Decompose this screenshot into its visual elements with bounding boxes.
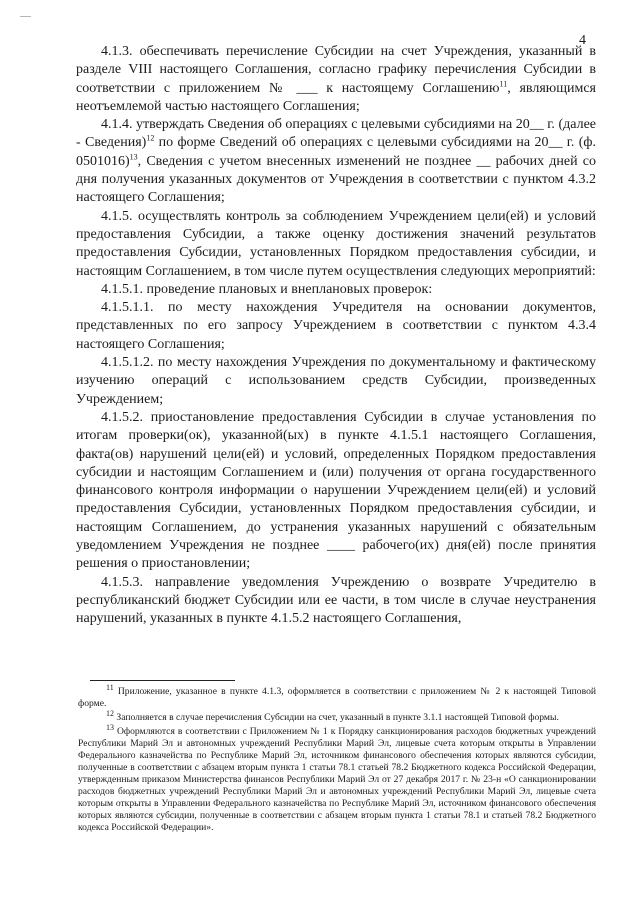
scan-mark: — [20,10,31,22]
paragraph-4-1-5-2: 4.1.5.2. приостановление предоставления Субсидии в случае установления по итогам проверки(ок), указанной(ых) в пункте 4.1.5.1 настоящего Соглашения, факта(ов) нарушений цели(ей) и условий, определенных Порядком предоставления субсидии и настоящим Соглашением и (или) получения от органа государственного финансового контроля информации о нарушении Учреждением цели(ей) и условий предоставления Субсидии, установленных Порядком предоставления субсидии, и настоящим Соглашением, до устранения указанных нарушений с обязательным уведомлением Учреждения не позднее ____ рабочего(их) дня(ей) после принятия решения о приостановлении; [76,409,596,572]
footnote-13: $^{13}$ Оформляются в соответствии с Приложением № 1 к Порядку санкционирования расходов бюджетных учреждений Республики Марий Эл и автономных учреждений Республики Марий Эл, лицевые счета которым открыты в Управлении Федерального казначейства по Республике Марий Эл, источником финансового обеспечения которых являются субсидии, полученные в соответствии с абзацем вторым пункта 1 статьи 78.1 статьей 78.2 Бюджетного кодекса Российской Федерации, утвержденным приказом Министерства финансов Республики Марий Эл от 27 декабря 2017 г. № 23-н «О санкционировании расходов бюджетных учреждений Республики Марий Эл и автономных учреждений Республики Марий Эл, лицевые счета которым открыты в Управлении Федерального казначейства по Республике Марий Эл, источником финансового обеспечения которых являются субсидии, полученные в соответствии с абзацем вторым пункта 1 статьи 78.1 и статьей 78.2 Бюджетного кодекса Российской Федерации». [78,722,596,833]
footnote-ref-11[interactable]: 11 [499,78,508,88]
paragraph-4-1-5-3: 4.1.5.3. направление уведомления Учреждению о возврате Учредителю в республиканский бюджет Субсидии или ее части, в том числе в случае неустранения нарушений, указанных в пункте 4.1.5.2 настоящего Соглашения, [76,574,596,627]
footnote-ref-12[interactable]: 12 [146,133,155,143]
paragraph-4-1-5: 4.1.5. осуществлять контроль за соблюдением Учреждением цели(ей) и условий предоставления Субсидии, а также оценку достижения значений результатов предоставления Субсидии, установленных Порядком предоставления субсидии, и настоящим Соглашением, в том числе путем осуществления следующих мероприятий: [76,208,596,279]
paragraph-4-1-3: 4.1.3. обеспечивать перечисление Субсидии на счет Учреждения, указанный в разделе VIII настоящего Соглашения, согласно графику перечисления Субсидии в соответствии с приложением № ___ к настоящему Соглашению$^{11}$, являющимся неотъемлемой частью настоящего Соглашения; [76,44,597,114]
footnote-12: $^{12}$ Заполняется в случае перечисления Субсидии на счет, указанный в пункте 3.1.1 настоящей Типовой формы. [106,708,559,723]
document-body [76,43,596,629]
paragraph-4-1-5-1: 4.1.5.1. проведение плановых и внеплановых проверок: [101,281,433,297]
footnote-separator [90,680,235,681]
paragraph-4-1-4: 4.1.4. утверждать Сведения об операциях с целевыми субсидиями на 20__ г. (далее - Сведения)$^{12}$ по форме Сведений об операциях с целевыми субсидиями на 20__ г. (ф. 0501016)$^{13}$, Сведения с учетом внесенных изменений не позднее __ рабочих дней со дня получения указанных документов от Учреждения в соответствии с пунктом 4.3.2 настоящего Соглашения; [76,117,596,206]
footnote-ref-13[interactable]: 13 [129,152,138,162]
page-number: 4 [579,33,586,48]
paragraph-4-1-5-1-1: 4.1.5.1.1. по месту нахождения Учредителя на основании документов, представленных по его запросу Учреждением в соответствии с пунктом 4.3.4 настоящего Соглашения; [76,300,596,352]
footnote-11: $^{11}$ Приложение, указанное в пункте 4.1.3, оформляется в соответствии с приложением № 2 к настоящей Типовой форме. [78,682,596,709]
paragraph-4-1-5-1-2: 4.1.5.1.2. по месту нахождения Учреждения по документальному и фактическому изучению операций с использованием средств Субсидии, произведенных Учреждением; [76,355,596,407]
footnotes [78,682,596,836]
